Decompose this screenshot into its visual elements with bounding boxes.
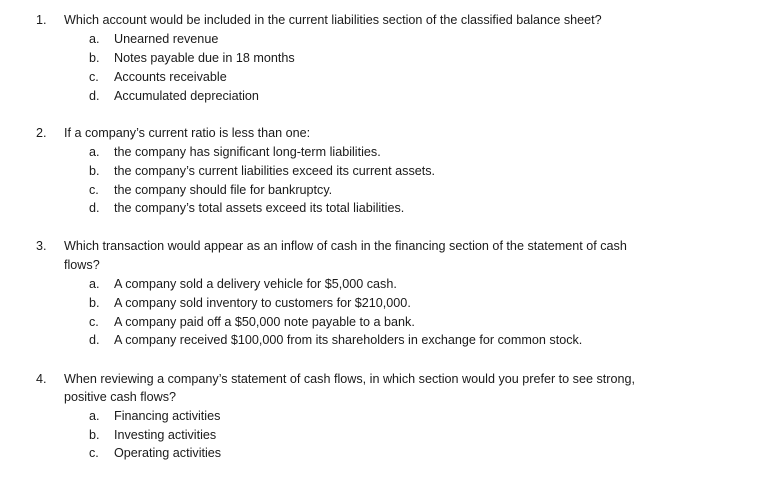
answer-option-a — [0, 275, 762, 293]
option-letter: a. — [89, 145, 100, 159]
option-text: A company sold a delivery vehicle for $5,000 cash. — [114, 277, 397, 291]
answer-option-c — [0, 444, 762, 462]
option-letter: c. — [89, 315, 99, 329]
answer-option-b — [0, 426, 762, 444]
option-text: A company paid off a $50,000 note payable to a bank. — [114, 315, 415, 329]
question-number: 1. — [36, 13, 47, 27]
option-text: Accounts receivable — [114, 70, 227, 84]
option-letter: a. — [89, 277, 100, 291]
option-letter: b. — [89, 164, 100, 178]
answer-option-d — [0, 199, 762, 217]
answer-option-c — [0, 68, 762, 86]
question-text: Which account would be included in the current liabilities section of the classified balance sheet? — [64, 13, 602, 27]
question-text: flows? — [64, 258, 100, 272]
question-number: 2. — [36, 126, 47, 140]
answer-option-a — [0, 407, 762, 425]
answer-option-a — [0, 30, 762, 48]
option-text: Accumulated depreciation — [114, 89, 259, 103]
option-text: Unearned revenue — [114, 32, 219, 46]
option-text: the company should file for bankruptcy. — [114, 183, 333, 197]
question-text: When reviewing a company’s statement of cash flows, in which section would you prefer to see strong, — [64, 372, 635, 386]
option-letter: c. — [89, 446, 99, 460]
option-text: A company received $100,000 from its shareholders in exchange for common stock. — [114, 333, 583, 347]
question-text: Which transaction would appear as an inflow of cash in the financing section of the statement of cash — [64, 239, 627, 253]
answer-option-b — [0, 49, 762, 67]
option-letter: c. — [89, 70, 99, 84]
answer-option-d — [0, 331, 762, 349]
option-letter: c. — [89, 183, 99, 197]
question-number: 4. — [36, 372, 47, 386]
question-text: If a company’s current ratio is less than one: — [64, 126, 311, 140]
option-text: Investing activities — [114, 428, 217, 442]
answer-option-b — [0, 162, 762, 180]
answer-option-a — [0, 143, 762, 161]
option-letter: d. — [89, 89, 100, 103]
option-letter: b. — [89, 428, 100, 442]
option-letter: d. — [89, 201, 100, 215]
option-text: A company sold inventory to customers for $210,000. — [114, 296, 411, 310]
answer-option-c — [0, 181, 762, 199]
option-letter: a. — [89, 32, 100, 46]
option-text: Financing activities — [114, 409, 221, 423]
option-text: the company’s total assets exceed its total liabilities. — [114, 201, 405, 215]
option-letter: b. — [89, 296, 100, 310]
option-letter: a. — [89, 409, 100, 423]
question-number: 3. — [36, 239, 47, 253]
option-letter: b. — [89, 51, 100, 65]
answer-option-d — [0, 87, 762, 105]
option-text: the company’s current liabilities exceed its current assets. — [114, 164, 436, 178]
question-text: positive cash flows? — [64, 390, 176, 404]
option-text: Notes payable due in 18 months — [114, 51, 295, 65]
option-letter: d. — [89, 333, 100, 347]
option-text: the company has significant long-term liabilities. — [114, 145, 381, 159]
answer-option-b — [0, 294, 762, 312]
answer-option-c — [0, 313, 762, 331]
option-text: Operating activities — [114, 446, 222, 460]
